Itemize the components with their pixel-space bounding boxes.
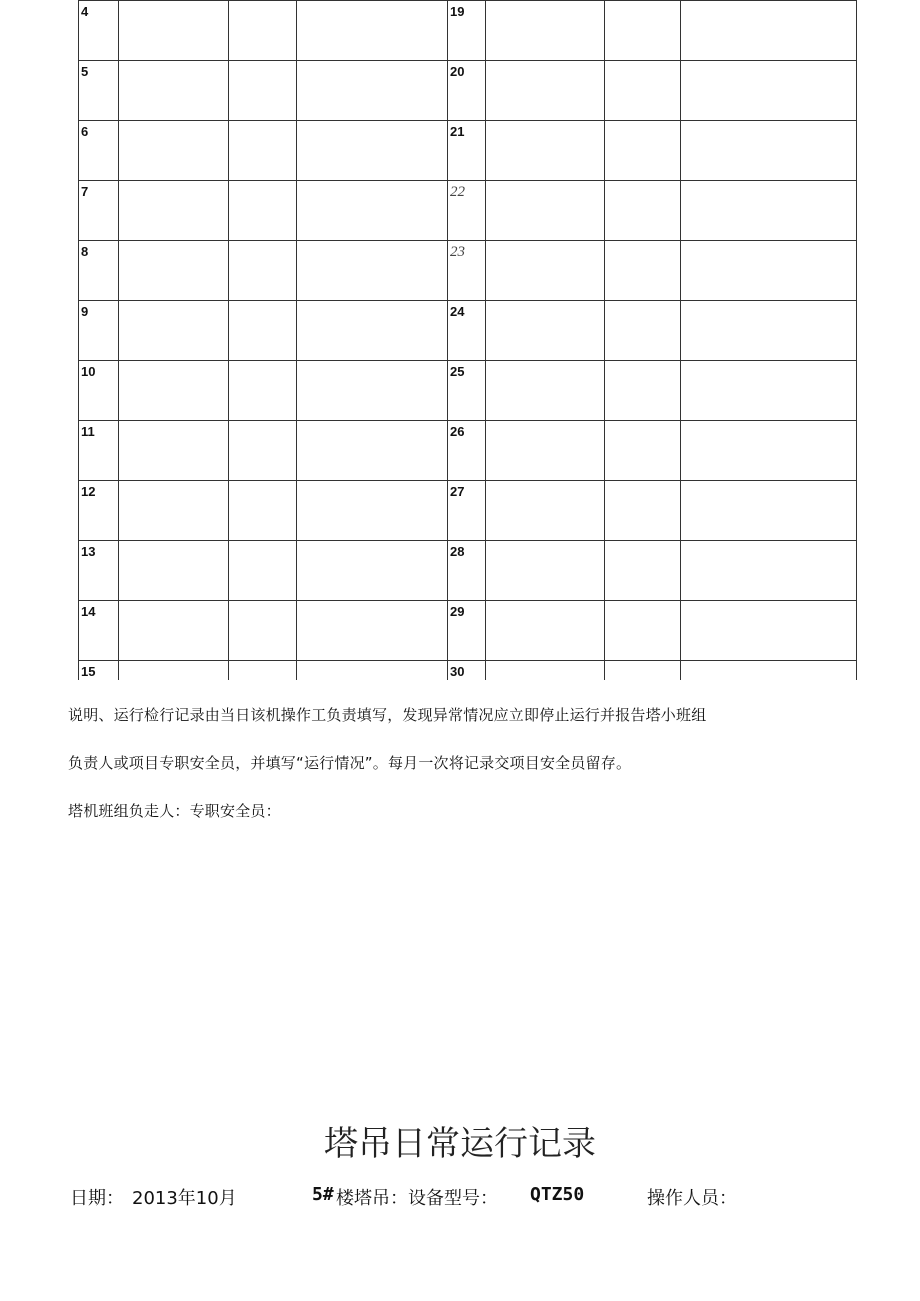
day-number-cell: 26 xyxy=(448,421,486,481)
blank-cell xyxy=(229,61,297,121)
blank-cell xyxy=(605,421,681,481)
blank-cell xyxy=(119,541,229,601)
day-number-cell: 23 xyxy=(448,241,486,301)
day-number-cell: 13 xyxy=(79,541,119,601)
table-row xyxy=(79,61,857,121)
tower-crane-model-label: 楼塔吊：设备型号： xyxy=(336,1188,498,1209)
day-number-cell: 12 xyxy=(79,481,119,541)
blank-cell xyxy=(229,1,297,61)
blank-cell xyxy=(119,421,229,481)
blank-cell xyxy=(681,241,857,301)
day-number-cell: 11 xyxy=(79,421,119,481)
blank-cell xyxy=(486,1,605,61)
blank-cell xyxy=(605,61,681,121)
table-row xyxy=(79,181,857,241)
blank-cell xyxy=(229,601,297,661)
day-number-cell: 6 xyxy=(79,121,119,181)
blank-cell xyxy=(681,661,857,681)
equipment-model-value: QTZ50 xyxy=(530,1184,585,1205)
blank-cell xyxy=(681,421,857,481)
blank-cell xyxy=(681,1,857,61)
blank-cell xyxy=(229,361,297,421)
day-number-cell: 19 xyxy=(448,1,486,61)
blank-cell xyxy=(605,541,681,601)
blank-cell xyxy=(229,241,297,301)
day-number-cell: 25 xyxy=(448,361,486,421)
blank-cell xyxy=(229,481,297,541)
blank-cell xyxy=(229,301,297,361)
blank-cell xyxy=(297,181,448,241)
blank-cell xyxy=(605,121,681,181)
day-number-cell: 10 xyxy=(79,361,119,421)
blank-cell xyxy=(486,361,605,421)
blank-cell xyxy=(486,61,605,121)
blank-cell xyxy=(297,481,448,541)
blank-cell xyxy=(297,1,448,61)
table-row xyxy=(79,1,857,61)
blank-cell xyxy=(119,121,229,181)
blank-cell xyxy=(229,421,297,481)
blank-cell xyxy=(297,661,448,681)
record-header xyxy=(70,1184,870,1212)
blank-cell xyxy=(486,181,605,241)
blank-cell xyxy=(605,601,681,661)
blank-cell xyxy=(119,661,229,681)
blank-cell xyxy=(297,301,448,361)
blank-cell xyxy=(229,121,297,181)
blank-cell xyxy=(486,121,605,181)
operator-label: 操作人员： xyxy=(647,1188,737,1209)
blank-cell xyxy=(297,361,448,421)
date-value: 2013年10月 xyxy=(132,1188,237,1209)
table-row xyxy=(79,481,857,541)
blank-cell xyxy=(605,481,681,541)
operation-log-table xyxy=(78,0,857,680)
day-number-cell: 7 xyxy=(79,181,119,241)
day-number-cell: 5 xyxy=(79,61,119,121)
blank-cell xyxy=(119,241,229,301)
table-row xyxy=(79,601,857,661)
table-row xyxy=(79,121,857,181)
day-number-cell: 20 xyxy=(448,61,486,121)
day-number-cell: 30 xyxy=(448,661,486,681)
instruction-note-line-1: 说明、运行检行记录由当日该机操作工负责填写，发现异常情况应立即停止运行并报告塔小班组 xyxy=(68,706,707,724)
instruction-note-line-2: 负责人或项目专职安全员，并填写“运行情况”。每月一次将记录交项目安全员留存。 xyxy=(68,754,632,772)
day-number-cell: 22 xyxy=(448,181,486,241)
blank-cell xyxy=(605,241,681,301)
day-number-cell: 15 xyxy=(79,661,119,681)
day-number-cell: 21 xyxy=(448,121,486,181)
blank-cell xyxy=(486,421,605,481)
blank-cell xyxy=(681,121,857,181)
blank-cell xyxy=(119,601,229,661)
table-row xyxy=(79,241,857,301)
blank-cell xyxy=(605,361,681,421)
blank-cell xyxy=(486,241,605,301)
blank-cell xyxy=(119,361,229,421)
blank-cell xyxy=(119,61,229,121)
blank-cell xyxy=(681,361,857,421)
table-row xyxy=(79,301,857,361)
day-number-cell: 4 xyxy=(79,1,119,61)
blank-cell xyxy=(297,601,448,661)
document-title: 塔吊日常运行记录 xyxy=(324,1124,596,1164)
day-number-cell: 29 xyxy=(448,601,486,661)
blank-cell xyxy=(229,661,297,681)
day-number-cell: 27 xyxy=(448,481,486,541)
table-row xyxy=(79,661,857,681)
blank-cell xyxy=(229,181,297,241)
blank-cell xyxy=(605,1,681,61)
blank-cell xyxy=(681,601,857,661)
blank-cell xyxy=(119,1,229,61)
day-number-cell: 24 xyxy=(448,301,486,361)
date-label: 日期： xyxy=(70,1188,124,1209)
table-row xyxy=(79,421,857,481)
blank-cell xyxy=(681,481,857,541)
blank-cell xyxy=(486,481,605,541)
blank-cell xyxy=(119,481,229,541)
day-number-cell: 8 xyxy=(79,241,119,301)
blank-cell xyxy=(297,61,448,121)
day-number-cell: 9 xyxy=(79,301,119,361)
blank-cell xyxy=(605,661,681,681)
blank-cell xyxy=(229,541,297,601)
blank-cell xyxy=(297,421,448,481)
building-number: 5# xyxy=(312,1184,334,1205)
blank-cell xyxy=(297,241,448,301)
blank-cell xyxy=(486,601,605,661)
day-number-cell: 14 xyxy=(79,601,119,661)
blank-cell xyxy=(605,181,681,241)
blank-cell xyxy=(486,661,605,681)
blank-cell xyxy=(681,541,857,601)
signature-line: 塔机班组负走人：专职安全员： xyxy=(68,802,281,820)
blank-cell xyxy=(605,301,681,361)
table-row xyxy=(79,361,857,421)
table-row xyxy=(79,541,857,601)
blank-cell xyxy=(297,121,448,181)
blank-cell xyxy=(486,301,605,361)
blank-cell xyxy=(486,541,605,601)
blank-cell xyxy=(681,61,857,121)
blank-cell xyxy=(119,301,229,361)
day-number-cell: 28 xyxy=(448,541,486,601)
blank-cell xyxy=(297,541,448,601)
blank-cell xyxy=(681,301,857,361)
blank-cell xyxy=(119,181,229,241)
blank-cell xyxy=(681,181,857,241)
